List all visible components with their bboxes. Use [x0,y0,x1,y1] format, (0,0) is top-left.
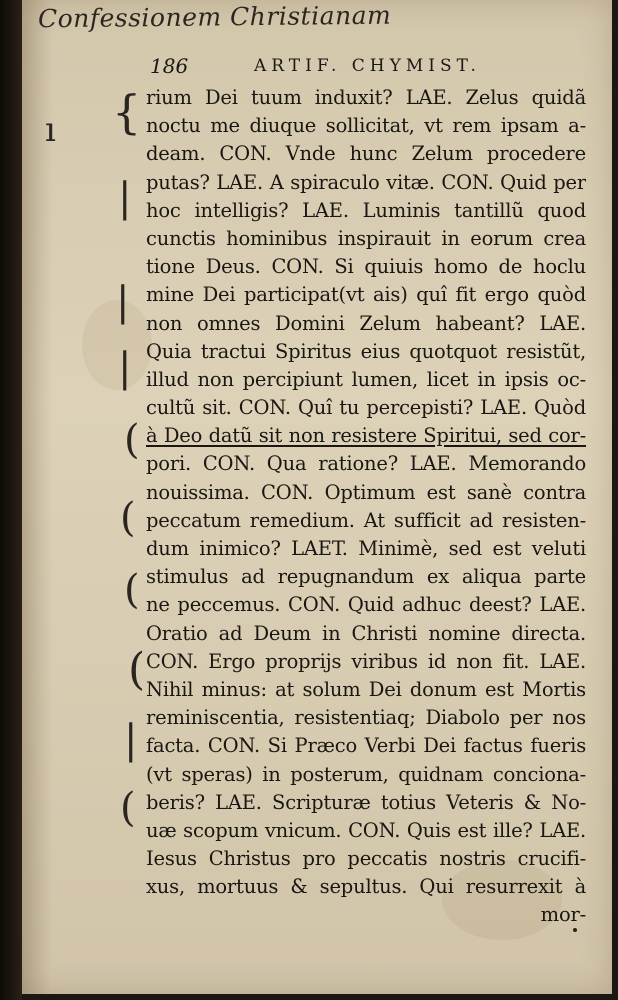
margin-paren-mark: ( [128,644,146,695]
text-line: (vt speras) in posterum, quidnam conciona- [146,762,586,786]
text-line: beris? LAE. Scripturæ totius Veteris & No- [146,790,586,814]
margin-paren-mark: ( [124,417,140,463]
text-line: Quia tractui Spiritus eius quotquot resistũt, [146,339,586,363]
text-line: pori. CON. Qua ratione? LAE. Memorando [146,452,586,476]
text-line: facta. CON. Si Præco Verbi Dei factus fueris [146,734,586,758]
margin-stroke-mark: | [118,345,132,391]
margin-paren-mark: ( [120,495,136,541]
text-line: rium Dei tuum induxit? LAE. Zelus quidã [146,86,586,109]
text-line: dum inimico? LAET. Minimè, sed est veluti [146,537,586,560]
margin-stroke-mark: | [116,279,130,325]
text-line: nouissima. CON. Optimum est sanè contra [146,480,586,504]
ink-speck [573,928,577,932]
margin-stroke-mark: ı [45,110,56,150]
handwritten-note: Confessionem Christianam [37,0,392,34]
book-gutter-shadow [0,0,22,1000]
text-line: xus, mortuus & sepultus. Qui resurrexit à [146,875,586,899]
running-head [150,54,580,82]
text-line: CON. Ergo proprijs viribus id non fit. LAE. [146,649,586,673]
text-line: tione Deus. CON. Si quiuis homo de hoclu [146,255,586,279]
text-line: Oratio ad Deum in Christi nomine directa. [146,621,586,645]
text-line: Iesus Christus pro peccatis nostris crucifi- [146,847,586,871]
text-line: Nihil minus: at solum Dei donum est Mortis [146,677,586,701]
catchword-line: mor- [540,903,586,927]
text-line: illud non percipiunt lumen, licet in ipsis oc- [146,367,586,391]
text-line: noctu me diuque sollicitat, vt rem ipsam a- [146,114,586,138]
margin-stroke-mark: | [124,717,138,763]
text-line: cunctis hominibus inspirauit in eorum crea [146,226,586,250]
text-line: peccatum remedium. At sufficit ad resisten- [146,508,586,532]
body-text [146,84,586,930]
page-number: 186 [150,54,189,78]
text-line: uæ scopum vnicum. CON. Quis est ille? LAE. [146,818,586,842]
margin-brace-mark: { [112,85,142,139]
underlined-text-line: à Deo datũ sit non resistere Spiritui, sed cor- [146,424,586,448]
text-line: deam. CON. Vnde hunc Zelum procedere [146,142,586,166]
text-line: putas? LAE. A spiraculo vitæ. CON. Quid per [146,170,586,194]
text-line: ne peccemus. CON. Quid adhuc deest? LAE. [146,593,586,617]
margin-stroke-mark: | [118,175,132,221]
margin-paren-mark: ( [124,567,140,613]
text-line: hoc intelligis? LAE. Luminis tantillũ quod [146,198,586,222]
text-line: cultũ sit. CON. Quî tu percepisti? LAE. Quòd [146,396,586,420]
text-line: reminiscentia, resistentiaq; Diabolo per nos [146,706,586,730]
text-line: mine Dei participat(vt ais) quî fit ergo quòd [146,283,586,307]
text-line: non omnes Domini Zelum habeant? LAE. [146,311,586,335]
running-title: ARTIF. CHYMIST. [254,56,481,76]
text-line: stimulus ad repugnandum ex aliqua parte [146,565,586,589]
margin-paren-mark: ( [120,785,136,831]
